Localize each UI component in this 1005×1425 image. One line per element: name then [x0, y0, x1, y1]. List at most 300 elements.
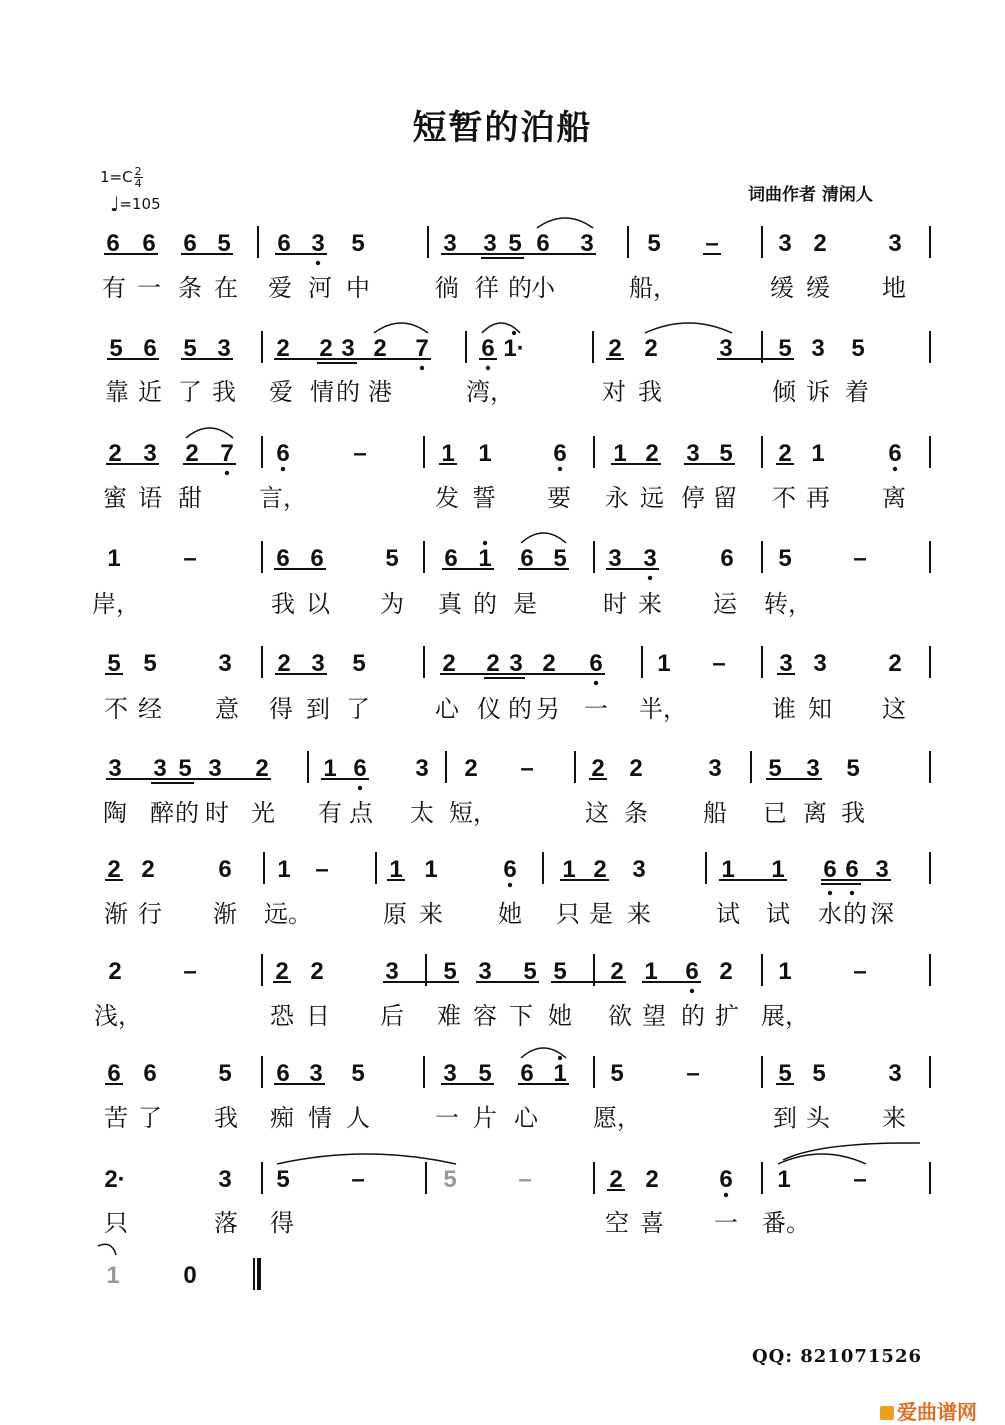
note: – [351, 1166, 365, 1193]
lyric: 浅， [94, 1002, 142, 1030]
note: 5 [217, 230, 231, 257]
note: 5 [647, 230, 661, 257]
note: 1 [613, 440, 627, 467]
note: 5 [778, 1060, 792, 1087]
lyric: 有 [318, 799, 342, 827]
lyric: 容 [473, 1002, 497, 1030]
note: 1 [644, 958, 658, 985]
note: 1 [553, 1060, 567, 1087]
lyric: 条 [624, 799, 648, 827]
lyric: 她 [498, 900, 522, 928]
lyric: 近 [138, 378, 162, 406]
lyric: 我 [841, 799, 865, 827]
note: 2 [277, 650, 291, 677]
note: 2· [104, 1166, 126, 1193]
lyric: 发 [435, 484, 459, 512]
lyric: 港 [368, 378, 392, 406]
octave-dot-low [420, 366, 424, 370]
lyric: 陶 [103, 799, 127, 827]
lyric: 望 [642, 1002, 666, 1030]
lyric: 知 [808, 695, 832, 723]
note: 3 [217, 335, 231, 362]
quarter-note-icon: ♩ [110, 192, 120, 216]
note: 3 [218, 650, 232, 677]
note: 6 [353, 755, 367, 782]
lyric: 离 [882, 484, 906, 512]
note: – [853, 1166, 867, 1193]
lyric: 到 [306, 695, 330, 723]
note: 2 [888, 650, 902, 677]
note: 1 [424, 856, 438, 883]
octave-dot-low [358, 786, 362, 790]
lyric: 誓 [472, 484, 496, 512]
note: 5 [610, 1060, 624, 1087]
note: 2 [373, 335, 387, 362]
note: 1 [323, 755, 337, 782]
octave-dot-low [281, 467, 285, 471]
note: 3 [341, 335, 355, 362]
lyric: 太 [410, 799, 434, 827]
note: 1 [107, 545, 121, 572]
note: 2 [593, 856, 607, 883]
note: 3 [778, 230, 792, 257]
lyric: 语 [138, 484, 162, 512]
lyric: 来 [419, 900, 443, 928]
lyric: 心 [435, 695, 459, 723]
note: 5 [385, 545, 399, 572]
lyric: 为 [380, 590, 404, 618]
qq-contact: QQ: 821071526 [752, 1346, 922, 1367]
note: 2 [108, 958, 122, 985]
note: 5 [812, 1060, 826, 1087]
note: 1 [721, 856, 735, 883]
lyric: 人 [346, 1104, 370, 1132]
lyric: 得 [270, 1209, 294, 1237]
note: – [853, 958, 867, 985]
lyric: 一 [435, 1104, 459, 1132]
lyric: 的 [175, 799, 199, 827]
lyric: 愿， [593, 1104, 641, 1132]
note: 5 [478, 1060, 492, 1087]
note: 1 [777, 1166, 791, 1193]
octave-dot-low [648, 576, 652, 580]
lyric: 离 [803, 799, 827, 827]
note: – [853, 545, 867, 572]
lyric: 心 [514, 1104, 538, 1132]
note: 5 [218, 1060, 232, 1087]
note: 1 [478, 545, 492, 572]
lyric: 渐 [213, 900, 237, 928]
note: 3 [311, 650, 325, 677]
note: 2 [629, 755, 643, 782]
tie-arc [186, 428, 233, 438]
lyric: 留 [713, 484, 737, 512]
lyric: 了 [138, 1104, 162, 1132]
note: 2 [610, 958, 624, 985]
lyric: 船， [629, 274, 677, 302]
note: 5 [553, 958, 567, 985]
lyric: 来 [882, 1104, 906, 1132]
lyric: 一 [714, 1209, 738, 1237]
note: 1 [277, 856, 291, 883]
lyric: 我 [214, 1104, 238, 1132]
lyric: 中 [346, 274, 370, 302]
note: 2 [141, 856, 155, 883]
note: 7 [415, 335, 429, 362]
composer-credit: 词曲作者 清闲人 [748, 185, 873, 205]
lyric: 光 [251, 799, 275, 827]
note: 6 [823, 856, 837, 883]
lyric: 日 [306, 1002, 330, 1030]
note: 2 [644, 335, 658, 362]
lyric: 另 [536, 695, 560, 723]
watermark-text: 爱曲谱网 [897, 1400, 977, 1424]
note: 5 [553, 545, 567, 572]
lyric: 远。 [264, 900, 312, 928]
note: 3 [385, 958, 399, 985]
octave-dot-low [594, 681, 598, 685]
lyric: 后 [380, 1002, 404, 1030]
time-top: 2 [134, 165, 142, 178]
lyric: 的 [508, 274, 532, 302]
octave-dot-low [225, 471, 229, 475]
lyric: 行 [138, 900, 162, 928]
lyric: 真 [438, 590, 462, 618]
lyric: 缓 [770, 274, 794, 302]
lyric: 试 [716, 900, 740, 928]
note: 3 [888, 1060, 902, 1087]
lyric: 缓 [806, 274, 830, 302]
lyric: 地 [882, 274, 906, 302]
lyric: 的 [508, 695, 532, 723]
lyric: 了 [346, 695, 370, 723]
lyric: 已 [763, 799, 787, 827]
note: 6 [520, 545, 534, 572]
lyric: 湾， [466, 378, 514, 406]
note: 6 [845, 856, 859, 883]
lyric: 小 [531, 274, 555, 302]
lyric: 喜 [640, 1209, 664, 1237]
octave-dot-high [483, 541, 487, 545]
note: 2 [255, 755, 269, 782]
note: 3 [888, 230, 902, 257]
lyric: 时 [603, 590, 627, 618]
lyric: 半， [639, 695, 687, 723]
note: 5 [109, 335, 123, 362]
note: 5 [719, 440, 733, 467]
note: 2 [108, 440, 122, 467]
note: 1 [778, 958, 792, 985]
note: 6 [143, 335, 157, 362]
note: 5 [183, 335, 197, 362]
note: 3 [608, 545, 622, 572]
lyric: 番。 [762, 1209, 810, 1237]
lyric: 我 [271, 590, 295, 618]
lyric: 点 [349, 799, 373, 827]
lyric: 意 [215, 695, 239, 723]
score-system [104, 1048, 930, 1132]
note: 2 [645, 440, 659, 467]
note: 2 [486, 650, 500, 677]
lyric: 欲 [608, 1002, 632, 1030]
lyric: 情 [310, 378, 334, 406]
octave-dot-low [850, 891, 854, 895]
lyric: 情 [308, 1104, 332, 1132]
note: 6 [503, 856, 517, 883]
note: 1 [771, 856, 785, 883]
note: – [518, 1166, 532, 1193]
octave-dot-low [690, 989, 694, 993]
note: 5 [351, 1060, 365, 1087]
note: 1 [811, 440, 825, 467]
lyric: 这 [585, 799, 609, 827]
note: – [183, 545, 197, 572]
octave-dot-high [558, 1056, 562, 1060]
note: 3 [311, 230, 325, 257]
octave-dot-low [486, 366, 490, 370]
note: – [183, 958, 197, 985]
lyric: 原 [383, 900, 407, 928]
lyric: 不 [772, 484, 796, 512]
note: 2 [719, 958, 733, 985]
note: 3 [779, 650, 793, 677]
key-label: 1=C [100, 168, 133, 186]
note: 1 [389, 856, 403, 883]
note: 3 [443, 230, 457, 257]
lyric: 难 [437, 1002, 461, 1030]
note: 5 [443, 958, 457, 985]
note: 2 [464, 755, 478, 782]
tie-arc [374, 323, 428, 333]
note: – [520, 755, 534, 782]
lyric: 空 [605, 1209, 629, 1237]
note: 6 [444, 545, 458, 572]
lyric: 来 [627, 900, 651, 928]
note: 3 [108, 755, 122, 782]
lyric: 永 [605, 484, 629, 512]
note: 6 [520, 1060, 534, 1087]
lyric: 我 [212, 378, 236, 406]
note: 6 [685, 958, 699, 985]
octave-dot-low [828, 891, 832, 895]
lyric: 我 [638, 378, 662, 406]
tie-arc [778, 1154, 866, 1164]
lyric: 深 [870, 900, 894, 928]
octave-dot-low [316, 261, 320, 265]
note: 3 [309, 1060, 323, 1087]
note: 0 [183, 1262, 197, 1289]
octave-dot-low [893, 467, 897, 471]
note: 6 [589, 650, 603, 677]
note: 5 [352, 650, 366, 677]
lyric: 一 [584, 695, 608, 723]
note: 2 [609, 1166, 623, 1193]
lyric: 不 [104, 695, 128, 723]
note: 5 [768, 755, 782, 782]
note: 3 [143, 440, 157, 467]
note: 5 [443, 1166, 457, 1193]
note: 6 [142, 230, 156, 257]
note: 5 [276, 1166, 290, 1193]
octave-dot-high [512, 331, 516, 335]
note: – [705, 230, 719, 257]
score-system [103, 751, 930, 827]
note: 6 [276, 1060, 290, 1087]
lyric: 水 [818, 900, 842, 928]
score-system [92, 533, 930, 618]
site-watermark [880, 1396, 977, 1425]
lyric: 试 [766, 900, 790, 928]
note: 6 [218, 856, 232, 883]
tie-continuation-start [98, 1244, 116, 1255]
song-title: 短暂的泊船 [412, 108, 593, 148]
note: 2 [645, 1166, 659, 1193]
score-system [106, 1262, 196, 1289]
lyric: 的 [681, 1002, 705, 1030]
note: 5 [778, 335, 792, 362]
note: 2 [442, 650, 456, 677]
score-system [103, 428, 930, 512]
note: – [686, 1060, 700, 1087]
note: 3 [813, 650, 827, 677]
note: 1 [441, 440, 455, 467]
lyric: 到 [773, 1104, 797, 1132]
note: 3 [218, 1166, 232, 1193]
note: 3 [478, 958, 492, 985]
note: 2 [542, 650, 556, 677]
note: 2 [276, 335, 290, 362]
lyric: 以 [306, 590, 330, 618]
note: 2 [107, 856, 121, 883]
note: 6 [277, 230, 291, 257]
note: 3 [719, 335, 733, 362]
note: 2 [813, 230, 827, 257]
octave-dot-low [558, 467, 562, 471]
lyric: 醉 [150, 799, 174, 827]
lyric: 在 [214, 274, 238, 302]
note: 3 [811, 335, 825, 362]
lyric: 是 [513, 590, 537, 618]
note: 2 [275, 958, 289, 985]
note: 6 [719, 1166, 733, 1193]
lyric: 的 [843, 900, 867, 928]
note: 3 [643, 545, 657, 572]
note: 3 [686, 440, 700, 467]
note: 3 [632, 856, 646, 883]
lyric: 只 [556, 900, 580, 928]
note: 6 [276, 440, 290, 467]
note: 2 [310, 958, 324, 985]
lyric: 仪 [477, 695, 501, 723]
lyric: 落 [214, 1209, 238, 1237]
lyric: 停 [681, 484, 705, 512]
lyric: 着 [845, 378, 869, 406]
lyric: 转， [764, 590, 812, 618]
lyric: 下 [509, 1002, 533, 1030]
lyric: 甜 [178, 484, 202, 512]
note: 1· [503, 335, 525, 362]
note: 3 [580, 230, 594, 257]
note: 6 [720, 545, 734, 572]
note: 6 [183, 230, 197, 257]
score-system [105, 323, 930, 406]
lyric: 河 [308, 274, 332, 302]
lyric: 徉 [475, 274, 499, 302]
lyric: 对 [602, 378, 626, 406]
note: – [353, 440, 367, 467]
lyric: 一 [137, 274, 161, 302]
note: 3 [708, 755, 722, 782]
lyric: 来 [638, 590, 662, 618]
note: 5 [508, 230, 522, 257]
note: 6 [276, 545, 290, 572]
lyric: 是 [589, 900, 613, 928]
score-system [94, 954, 930, 1030]
note: 5 [523, 958, 537, 985]
note: 3 [875, 856, 889, 883]
note: 6 [310, 545, 324, 572]
note: 6 [888, 440, 902, 467]
lyric: 诉 [806, 378, 830, 406]
lyric: 言， [259, 484, 307, 512]
lyric: 只 [104, 1209, 128, 1237]
tie-arc [521, 533, 566, 543]
lyric: 再 [806, 484, 830, 512]
lyric: 这 [882, 695, 906, 723]
note: 1 [478, 440, 492, 467]
lyric: 岸， [92, 590, 140, 618]
note: 3 [509, 650, 523, 677]
note: 5 [178, 755, 192, 782]
note: 5 [851, 335, 865, 362]
lyric: 爱 [269, 378, 293, 406]
note: 5 [143, 650, 157, 677]
lyric: 展， [761, 1002, 809, 1030]
note: 3 [483, 230, 497, 257]
score-system [104, 1154, 930, 1237]
lyric: 她 [548, 1002, 572, 1030]
note: 2 [778, 440, 792, 467]
lyric: 条 [178, 274, 202, 302]
tie-arc [277, 1154, 456, 1164]
score-system [104, 852, 930, 928]
note: 3 [806, 755, 820, 782]
lyric: 扩 [715, 1002, 739, 1030]
note: 6 [536, 230, 550, 257]
note: 3 [208, 755, 222, 782]
lyric: 经 [138, 695, 162, 723]
octave-dot-low [724, 1193, 728, 1197]
note: 5 [778, 545, 792, 572]
note: 2 [591, 755, 605, 782]
time-bottom: 4 [134, 177, 142, 190]
lyric: 的 [336, 378, 360, 406]
watermark-logo-icon [880, 1406, 894, 1420]
score-system [104, 646, 930, 723]
tie-arc [645, 323, 732, 333]
note: 6 [106, 230, 120, 257]
lyric: 靠 [105, 378, 129, 406]
note: 2 [185, 440, 199, 467]
lyric: 片 [473, 1104, 497, 1132]
note: 6 [481, 335, 495, 362]
lyric: 苦 [104, 1104, 128, 1132]
note: 2 [319, 335, 333, 362]
lyric: 谁 [772, 695, 796, 723]
lyric: 时 [205, 799, 229, 827]
tie-continuation [783, 1143, 920, 1160]
lyric: 运 [713, 590, 737, 618]
